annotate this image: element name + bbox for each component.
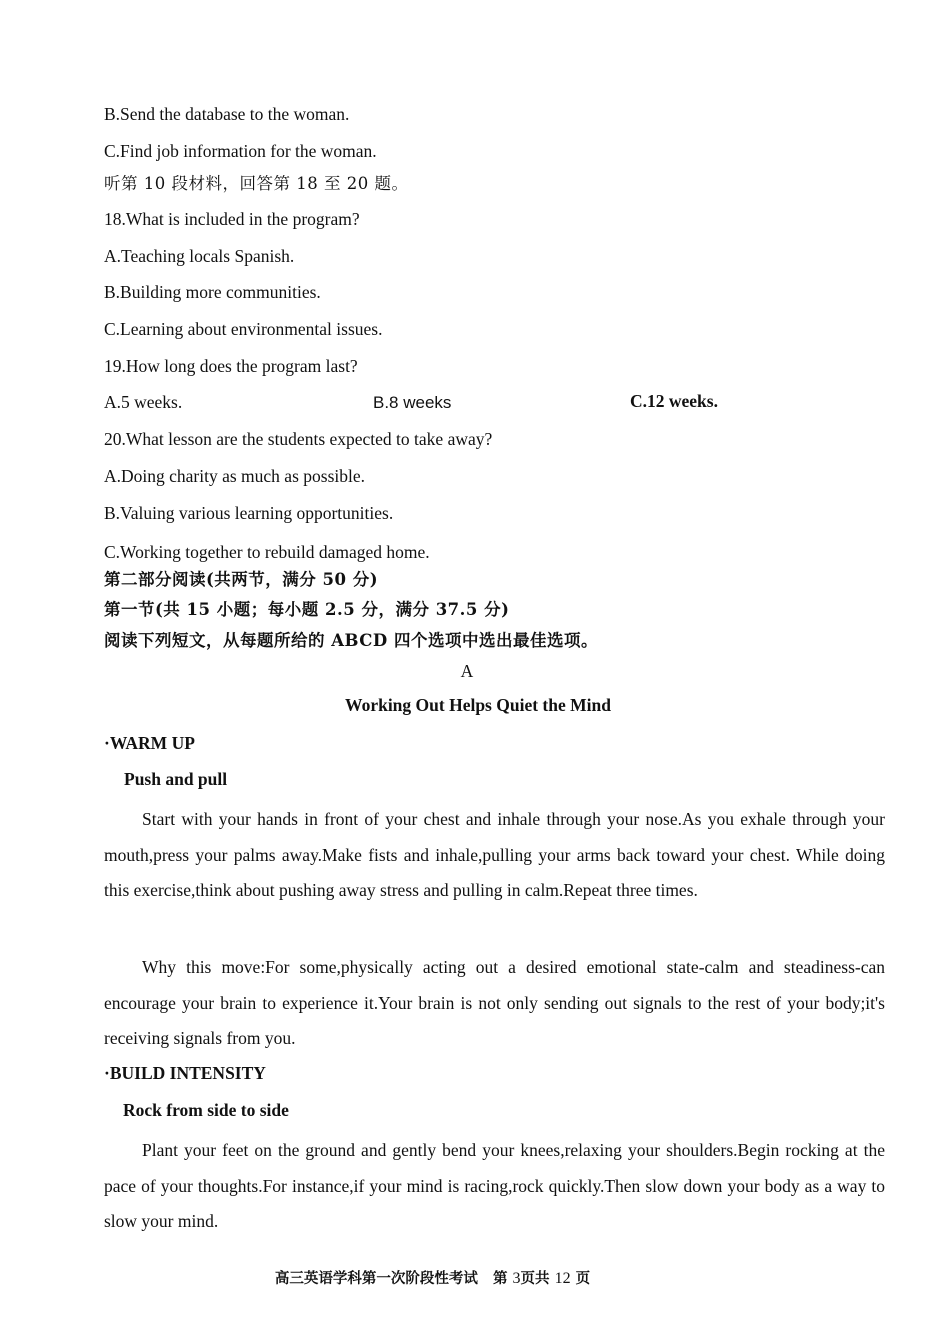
build-intensity-heading: ·BUILD INTENSITY: [104, 1063, 266, 1083]
footer-page-middle: 页共: [520, 1270, 550, 1287]
q17-option-b: B.Send the database to the woman.: [104, 104, 350, 124]
footer-page-suffix: 页: [575, 1270, 591, 1287]
passage-title: Working Out Helps Quiet the Mind: [345, 695, 611, 715]
q19-option-c: C.12 weeks.: [630, 391, 718, 411]
warm-up-paragraph-2: Why this move:For some,physically acting out a desired emotional state-calm and steadiness-can encourage your brain to experience it.Your brain is not only sending out signals to the rest of your body;it's receiving signals from you.: [104, 957, 885, 1048]
passage-label: A: [460, 661, 474, 681]
material-10-instruction: 听第 10 段材料，回答第 18 至 20 题。: [104, 174, 409, 193]
q18-option-a: A.Teaching locals Spanish.: [104, 246, 295, 266]
footer-exam-name: 高三英语学科第一次阶段性考试: [274, 1270, 478, 1287]
q18-question: 18.What is included in the program?: [104, 209, 360, 229]
q20-option-b: B.Valuing various learning opportunities.: [104, 503, 394, 523]
build-intensity-paragraph-1: Plant your feet on the ground and gently bend your knees,relaxing your shoulders.Begin rocking at the pace of your thoughts.For instance,if your mind is racing,rock quickly.Then slow down your body as a way to slow your mind.: [104, 1140, 885, 1231]
q19-option-b: B.8 weeks: [373, 393, 452, 412]
footer-current-page: 3: [512, 1270, 521, 1287]
footer-page-prefix: 第: [492, 1270, 508, 1287]
q20-option-a: A.Doing charity as much as possible.: [104, 466, 365, 486]
reading-section-heading: 第一节(共 15 小题；每小题 2.5 分，满分 37.5 分): [104, 600, 510, 619]
q17-option-c: C.Find job information for the woman.: [104, 141, 377, 161]
warm-up-paragraph-1: Start with your hands in front of your chest and inhale through your nose.As you exhale through your mouth,press your palms away.Make fists and inhale,pulling your arms back toward your chest. While doing this exercise,think about pushing away stress and pulling in calm.Repeat three times.: [104, 809, 885, 900]
footer-total-pages: 12: [554, 1270, 571, 1287]
warm-up-subheading: Push and pull: [124, 769, 228, 789]
page-footer: [0, 1267, 865, 1288]
q20-question: 20.What lesson are the students expected to take away?: [104, 429, 493, 449]
q19-question: 19.How long does the program last?: [104, 356, 358, 376]
build-intensity-subheading: Rock from side to side: [123, 1100, 289, 1120]
q19-option-a: A.5 weeks.: [104, 392, 183, 412]
q18-option-b: B.Building more communities.: [104, 282, 321, 302]
warm-up-heading: ·WARM UP: [104, 733, 195, 753]
q18-option-c: C.Learning about environmental issues.: [104, 319, 383, 339]
q20-option-c: C.Working together to rebuild damaged home.: [104, 542, 430, 562]
reading-instruction: 阅读下列短文，从每题所给的 ABCD 四个选项中选出最佳选项。: [104, 631, 598, 650]
reading-part-heading: 第二部分阅读(共两节，满分 50 分): [104, 570, 379, 589]
